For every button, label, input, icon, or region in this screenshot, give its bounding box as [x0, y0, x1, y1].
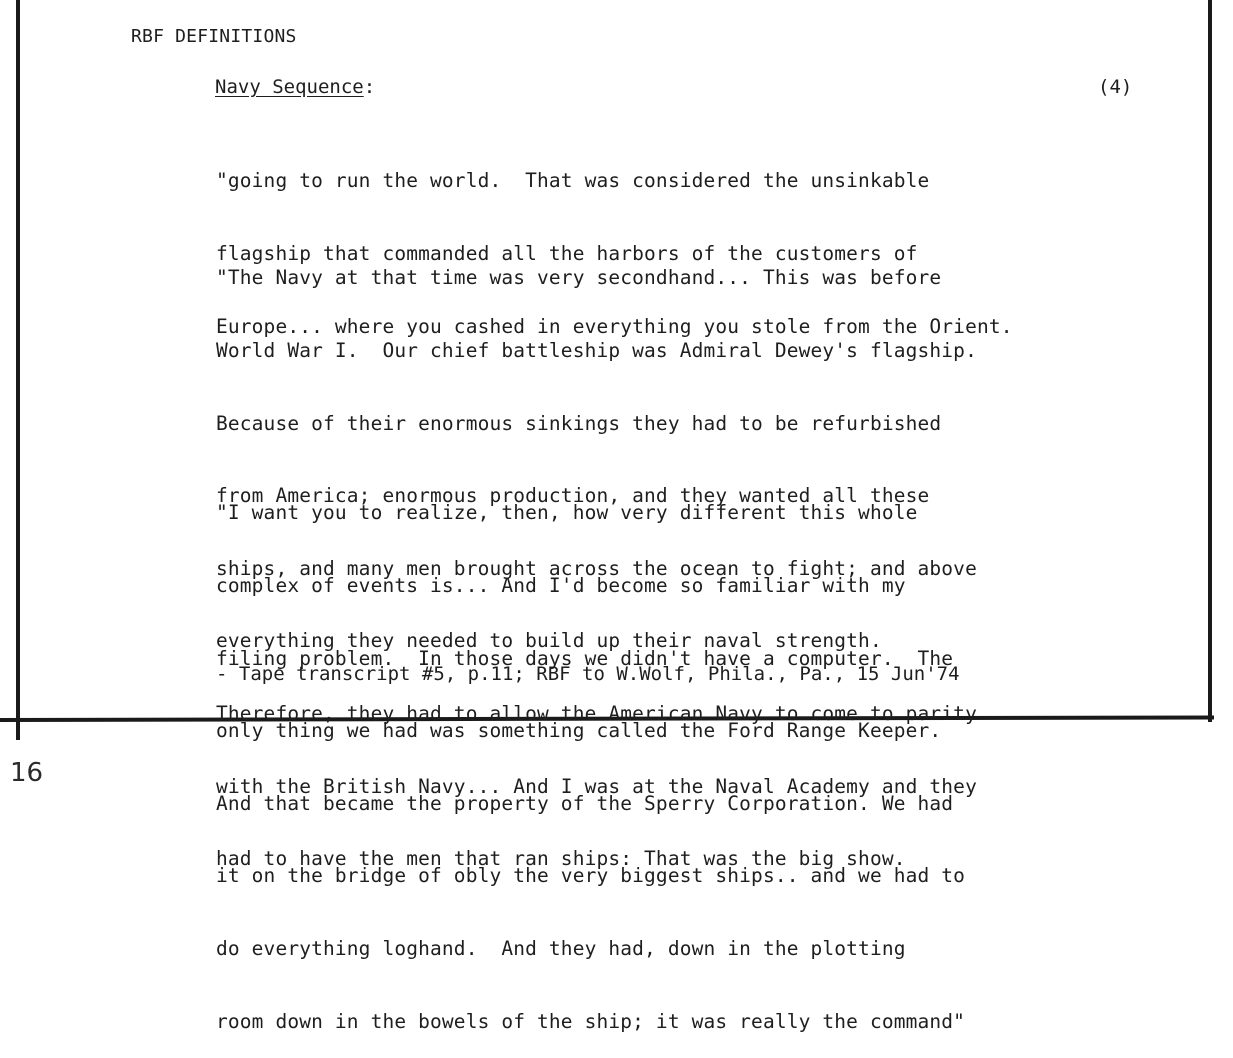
text-line: flagship that commanded all the harbors of the customers of [216, 242, 918, 266]
text-line: And that became the property of the Sperry Corporation. We had [216, 791, 954, 815]
text-line: Therefore, they had to allow the American Navy to come to parity [216, 702, 977, 726]
text-line: it on the bridge of obly the very biggest ships.. and we had to [216, 864, 966, 888]
right-border-rule [1208, 0, 1212, 722]
text-line: room down in the bowels of the ship; it was really the command" [216, 1009, 966, 1033]
text-line: "The Navy at that time was very secondhand... This was before [216, 266, 942, 290]
section-title-text: Navy Sequence [215, 76, 364, 98]
citation: - Tape transcript #5, p.11; RBF to W.Wolf, Phila., Pa., 15 Jun'74 [216, 663, 960, 685]
margin-page-number: 16 [10, 758, 44, 788]
text-line: Because of their enormous sinkings they had to be refurbished [216, 411, 942, 435]
page-number: (4) [1098, 76, 1133, 98]
text-line: World War I. Our chief battleship was Admiral Dewey's flagship. [216, 339, 977, 363]
text-line: had to have the men that ran ships: That was the big show. [216, 847, 906, 871]
text-line: with the British Navy... And I was at the Naval Academy and they [216, 774, 977, 798]
text-line: only thing we had was something called the Ford Range Keeper. [216, 719, 942, 743]
text-line: complex of events is... And I'd become so familiar with my [216, 574, 906, 598]
text-line: from America; enormous production, and they wanted all these [216, 484, 930, 508]
text-line: everything they needed to build up their naval strength. [216, 629, 882, 653]
text-line: ships, and many men brought across the ocean to fight; and above [216, 556, 977, 580]
section-title [215, 76, 375, 98]
quote-paragraph-3 [216, 453, 1196, 1058]
text-line: do everything loghand. And they had, down in the plotting [216, 937, 906, 961]
text-line: "I want you to realize, then, how very different this whole [216, 501, 918, 525]
text-line: filing problem. In those days we didn't have a computer. The [216, 646, 954, 670]
page-header: RBF DEFINITIONS [131, 26, 297, 47]
text-line: Europe... where you cashed in everything you stole from the Orient. [216, 314, 1013, 338]
section-title-colon: : [363, 76, 376, 98]
left-border-rule [16, 0, 20, 740]
text-line: "going to run the world. That was considered the unsinkable [216, 169, 930, 193]
